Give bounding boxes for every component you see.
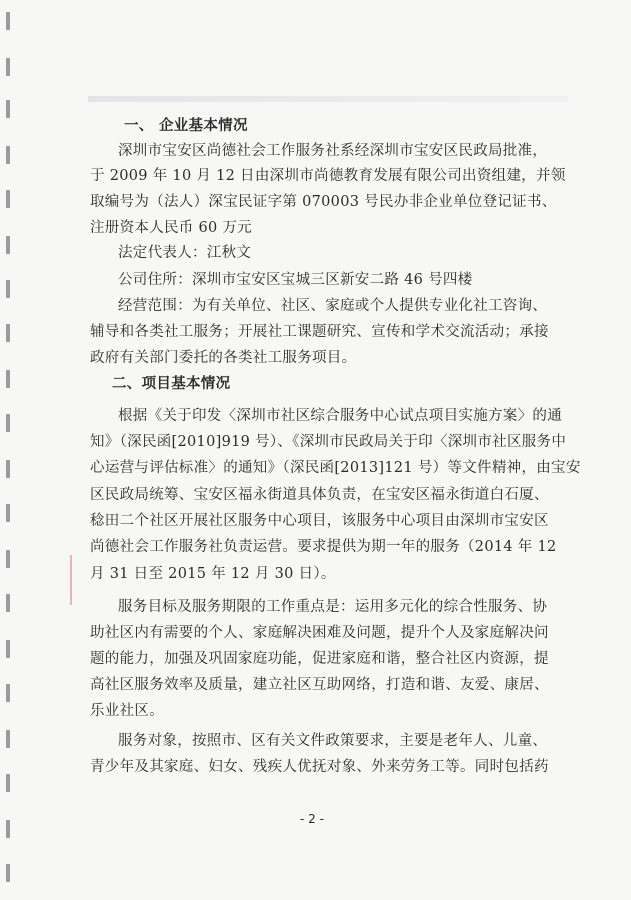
paragraph-line: 深圳市宝安区尚德社会工作服务社系经深圳市宝安区民政局批准， xyxy=(118,143,548,159)
paragraph-line: 服务对象，按照市、区有关文件政策要求，主要是老年人、儿童、 xyxy=(118,733,548,749)
section-heading-1: 一、 企业基本情况 xyxy=(124,117,248,134)
paragraph-line: 青少年及其家庭、妇女、残疾人优抚对象、外来劳务工等。同时包括药 xyxy=(90,759,549,775)
paragraph-line: 月 31 日至 2015 年 12 月 30 日）。 xyxy=(90,566,336,582)
binder-holes xyxy=(6,0,20,900)
paragraph-line: 稔田二个社区开展社区服务中心项目，该服务中心项目由深圳市宝安区 xyxy=(90,513,549,529)
paragraph-line: 政府有关部门委托的各类社工服务项目。 xyxy=(90,350,357,366)
section-heading-2: 二、项目基本情况 xyxy=(112,375,231,392)
page-number: - 2 - xyxy=(300,812,324,826)
paragraph-line: 根据《关于印发〈深圳市社区综合服务中心试点项目实施方案〉的通 xyxy=(118,408,562,424)
bleed-through-mark xyxy=(88,96,568,102)
paragraph-line: 心运营与评估标准〉的通知》（深民函[2013]121 号）等文件精神，由宝安 xyxy=(90,460,581,476)
paragraph-line: 尚德社会工作服务社负责运营。要求提供为期一年的服务（2014 年 12 xyxy=(90,539,557,555)
paragraph-line: 辅导和各类社工服务；开展社工课题研究、宣传和学术交流活动；承接 xyxy=(90,324,549,340)
paragraph-line: 题的能力，加强及巩固家庭功能，促进家庭和谐，整合社区内资源，提 xyxy=(90,651,549,667)
paragraph-line: 乐业社区。 xyxy=(90,703,164,719)
paragraph-line: 注册资本人民币 60 万元 xyxy=(90,220,253,236)
legal-representative: 法定代表人：江秋文 xyxy=(118,245,252,261)
paragraph-line: 知》（深民函[2010]919 号）、《深圳市民政局关于印〈深圳市社区服务中 xyxy=(90,434,567,450)
paragraph-line: 区民政局统筹、宝安区福永街道具体负责，在宝安区福永街道白石厦、 xyxy=(90,487,549,503)
paragraph-line: 取编号为（法人）深宝民证字第 070003 号民办非企业单位登记证书、 xyxy=(90,194,557,210)
paragraph-line: 助社区内有需要的个人、家庭解决困难及问题，提升个人及家庭解决问 xyxy=(90,625,549,641)
paragraph-line: 服务目标及服务期限的工作重点是：运用多元化的综合性服务、协 xyxy=(118,599,548,615)
paragraph-line: 经营范围：为有关单位、社区、家庭或个人提供专业化社工咨询、 xyxy=(118,298,548,314)
paragraph-line: 高社区服务效率及质量，建立社区互助网络，打造和谐、友爱、康居、 xyxy=(90,677,549,693)
paragraph-line: 于 2009 年 10 月 12 日由深圳市尚德教育发展有限公司出资组建，并领 xyxy=(90,168,566,184)
company-address: 公司住所：深圳市宝安区宝城三区新安二路 46 号四楼 xyxy=(118,272,473,288)
